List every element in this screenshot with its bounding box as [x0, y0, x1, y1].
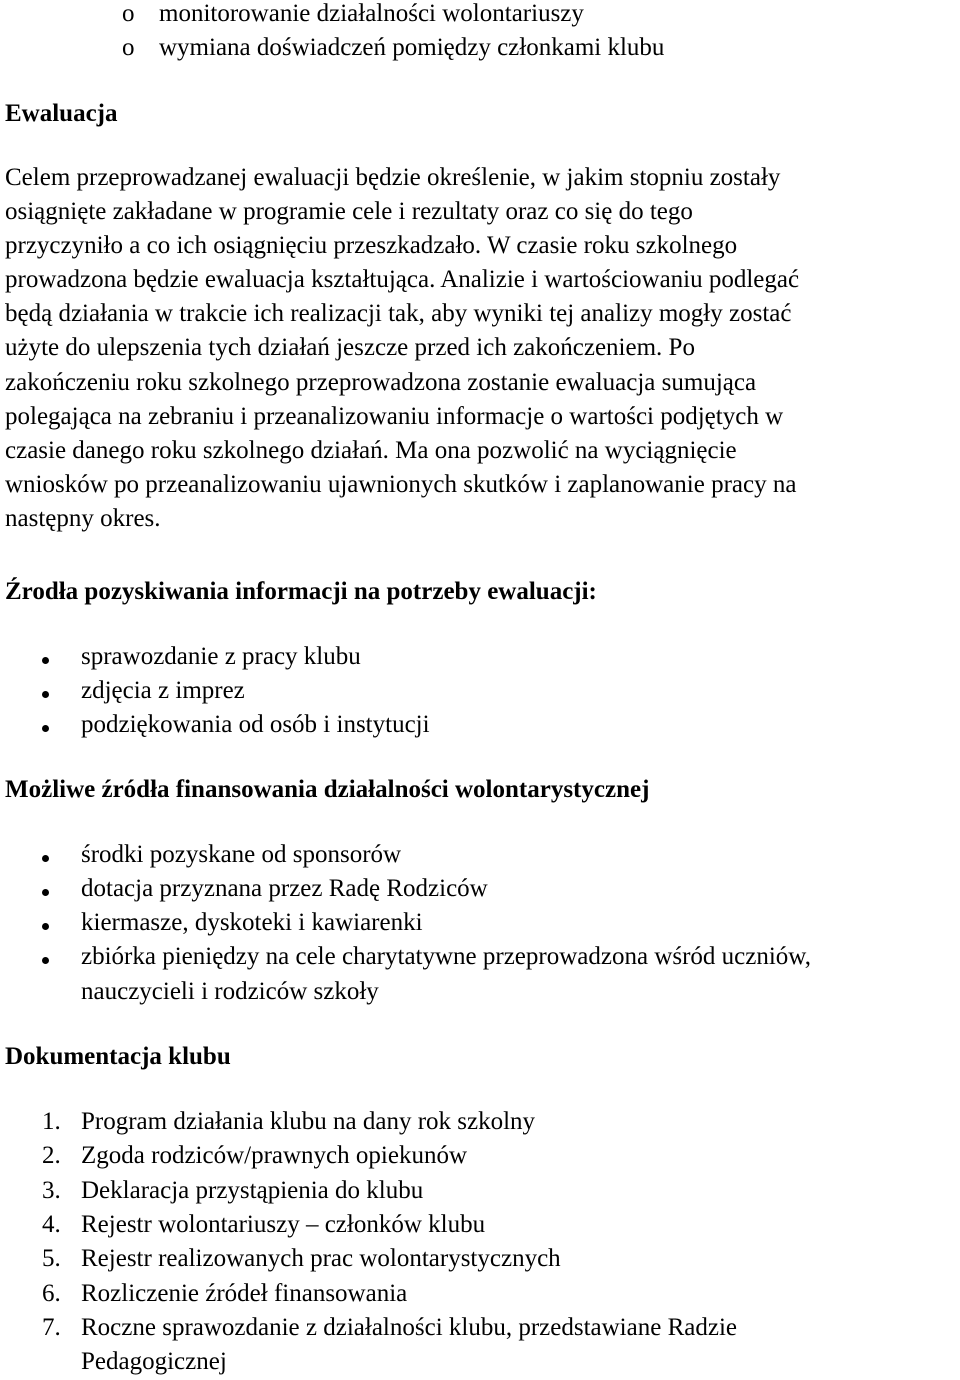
- list-item: Program działania klubu na dany rok szkolny: [81, 1108, 536, 1135]
- bullet-dot-icon: [42, 855, 49, 862]
- paragraph-line: przyczyniło a co ich osiągnięciu przeszkadzało. W czasie roku szkolnego: [5, 232, 738, 260]
- bullet-dot-icon: [42, 957, 49, 964]
- list-item: Rejestr realizowanych prac wolontarystycznych: [81, 1245, 561, 1272]
- list-number: 6.: [42, 1280, 61, 1307]
- list-item: Rozliczenie źródeł finansowania: [81, 1280, 408, 1307]
- list-number: 3.: [42, 1177, 61, 1204]
- list-number: 1.: [42, 1108, 61, 1135]
- list-item: zbiórka pieniędzy na cele charytatywne przeprowadzona wśród uczniów,: [81, 943, 811, 970]
- bullet-dot-icon: [42, 725, 49, 732]
- list-item: Roczne sprawozdanie z działalności klubu, przedstawiane Radzie: [81, 1314, 737, 1341]
- paragraph-line: następny okres.: [5, 504, 161, 532]
- list-item: zdjęcia z imprez: [81, 677, 245, 704]
- paragraph-line: użyte do ulepszenia tych działań jeszcze przed ich zakończeniem. Po: [5, 334, 695, 362]
- list-number: 2.: [42, 1142, 61, 1169]
- bullet-dot-icon: [42, 923, 49, 930]
- list-item-continuation: Pedagogicznej: [81, 1348, 227, 1375]
- list-number: 5.: [42, 1245, 61, 1272]
- list-item: sprawozdanie z pracy klubu: [81, 643, 361, 670]
- list-item: Zgoda rodziców/prawnych opiekunów: [81, 1142, 467, 1169]
- paragraph-line: Celem przeprowadzanej ewaluacji będzie określenie, w jakim stopniu zostały: [5, 164, 781, 191]
- evaluation-paragraph: [5, 161, 955, 536]
- list-number: 7.: [42, 1314, 61, 1341]
- list-item: dotacja przyznana przez Radę Rodziców: [81, 875, 488, 902]
- list-item: monitorowanie działalności wolontariuszy: [159, 0, 584, 27]
- sub-bullet-marker: o: [122, 34, 135, 61]
- list-item: podziękowania od osób i instytucji: [81, 711, 430, 738]
- bullet-dot-icon: [42, 657, 49, 664]
- paragraph-line: wniosków po przeanalizowaniu ujawnionych skutków i zaplanowanie pracy na: [5, 470, 797, 498]
- list-item: środki pozyskane od sponsorów: [81, 841, 402, 868]
- section-heading: Źrodła pozyskiwania informacji na potrzeby ewaluacji:: [5, 578, 597, 605]
- section-heading: Ewaluacja: [5, 100, 118, 127]
- bullet-dot-icon: [42, 889, 49, 896]
- section-heading: Dokumentacja klubu: [5, 1043, 231, 1070]
- bullet-dot-icon: [42, 691, 49, 698]
- paragraph-line: osiągnięte zakładane w programie cele i rezultaty oraz co się do tego: [5, 198, 693, 226]
- list-item: Deklaracja przystąpienia do klubu: [81, 1177, 424, 1204]
- list-item: kiermasze, dyskoteki i kawiarenki: [81, 909, 423, 936]
- paragraph-line: prowadzona będzie ewaluacja kształtująca. Analizie i wartościowaniu podlegać: [5, 266, 800, 294]
- list-item: wymiana doświadczeń pomiędzy członkami klubu: [159, 34, 665, 61]
- paragraph-line: czasie danego roku szkolnego działań. Ma ona pozwolić na wyciągnięcie: [5, 436, 737, 464]
- list-item-continuation: nauczycieli i rodziców szkoły: [81, 978, 379, 1005]
- paragraph-line: polegająca na zebraniu i przeanalizowaniu informacje o wartości podjętych w: [5, 402, 784, 430]
- paragraph-line: zakończeniu roku szkolnego przeprowadzona zostanie ewaluacja sumująca: [5, 368, 757, 396]
- list-item: Rejestr wolontariuszy – członków klubu: [81, 1211, 486, 1238]
- list-number: 4.: [42, 1211, 61, 1238]
- section-heading: Możliwe źródła finansowania działalności wolontarystycznej: [5, 776, 650, 803]
- paragraph-line: będą działania w trakcie ich realizacji tak, aby wyniki tej analizy mogły zostać: [5, 300, 792, 328]
- sub-bullet-marker: o: [122, 0, 135, 27]
